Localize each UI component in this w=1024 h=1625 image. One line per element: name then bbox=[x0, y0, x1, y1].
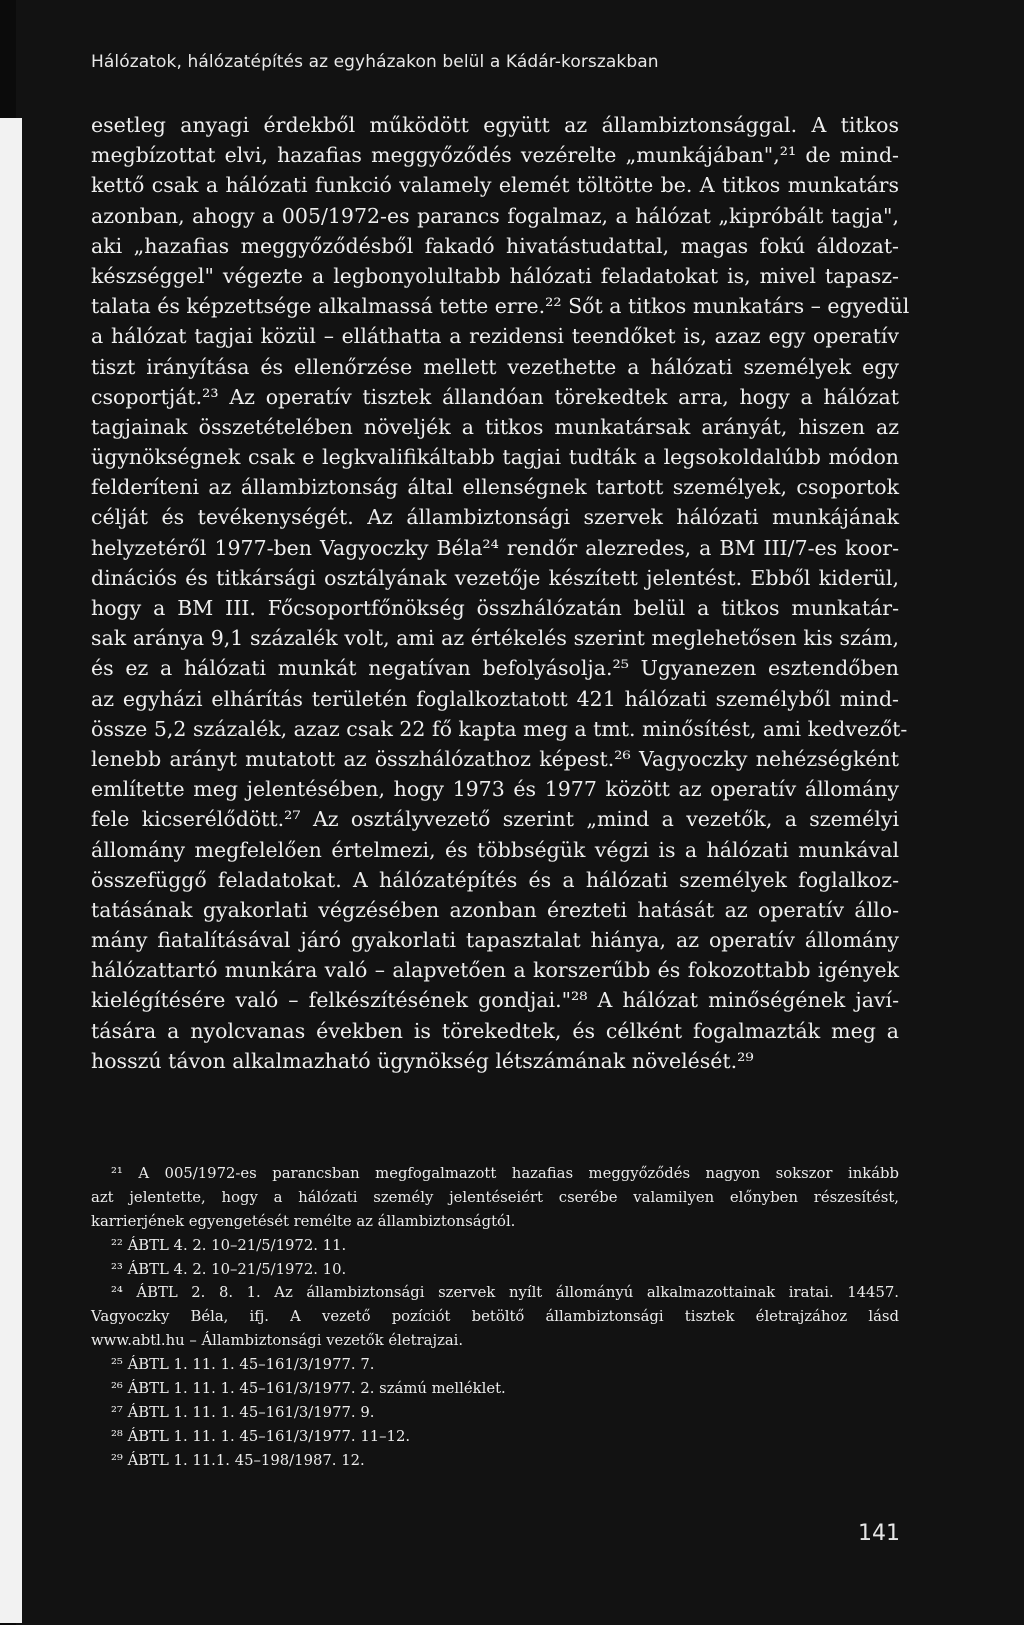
body-line: megbízottat elvi, hazafias meggyőződés vezérelte „munkájában",²¹ de mind- bbox=[91, 143, 899, 168]
body-line: említette meg jelentésében, hogy 1973 és 1977 között az operatív állomány bbox=[91, 777, 899, 802]
body-line: esetleg anyagi érdekből működött együtt az állambiztonsággal. A titkos bbox=[91, 113, 899, 137]
body-line: lenebb arányt mutatott az összhálózathoz képest.²⁶ Vagyoczky nehézségként bbox=[91, 746, 899, 771]
body-text bbox=[91, 110, 910, 1076]
body-line: csoportját.²³ Az operatív tisztek állandóan törekedtek arra, hogy a hálózat bbox=[91, 384, 899, 409]
body-line: azonban, ahogy a 005/1972-es parancs fogalmaz, a hálózat „kipróbált tagja", bbox=[91, 203, 899, 228]
footnote-line: ²² ÁBTL 4. 2. 10–21/5/1972. 11. bbox=[111, 1236, 347, 1254]
body-line: dinációs és titkársági osztályának vezetője készített jelentést. Ebből kiderül, bbox=[91, 565, 899, 590]
footnote-line: ²¹ A 005/1972-es parancsban megfogalmazott hazafias meggyőződés nagyon sokszor inkább bbox=[111, 1165, 899, 1182]
body-line: aki „hazafias meggyőződésből fakadó hivatástudattal, magas fokú áldozat- bbox=[91, 233, 899, 258]
footnote-line: karrierjének egyengetését remélte az állambiztonságtól. bbox=[91, 1212, 516, 1230]
body-line: felderíteni az állambiztonság által ellenségnek tartott személyek, csoportok bbox=[91, 475, 899, 500]
body-line: mány fiatalításával járó gyakorlati tapasztalat hiánya, az operatív állomány bbox=[91, 928, 899, 953]
body-line: sak aránya 9,1 százalék volt, ami az értékelés szerint meglehetősen kis szám, bbox=[91, 626, 899, 651]
body-line: helyzetéről 1977-ben Vagyoczky Béla²⁴ rendőr alezredes, a BM III/7-es koor- bbox=[91, 535, 899, 560]
footnote-line: ²⁴ ÁBTL 2. 8. 1. Az állambiztonsági szervek nyílt állományú alkalmazottainak iratai. 14457. bbox=[111, 1284, 899, 1302]
footnote-line: ²⁸ ÁBTL 1. 11. 1. 45–161/3/1977. 11–12. bbox=[111, 1427, 411, 1445]
body-line: tiszt irányítása és ellenőrzése mellett vezethette a hálózati személyek egy bbox=[91, 354, 899, 379]
body-line: állomány megfelelően értelmezi, és többségük végzi is a hálózati munkával bbox=[91, 837, 899, 862]
body-line: célját és tevékenységét. Az állambiztonsági szervek hálózati munkájának bbox=[91, 505, 899, 530]
body-line: ügynökségnek csak e legkvalifikáltabb tagjai tudták a legsokoldalúbb módon bbox=[91, 445, 899, 470]
footnote-line: ²⁷ ÁBTL 1. 11. 1. 45–161/3/1977. 9. bbox=[111, 1403, 375, 1421]
footnote-line: Vagyoczky Béla, ifj. A vezető pozíciót betöltő állambiztonsági tisztek életrajzához lásd bbox=[91, 1308, 899, 1326]
body-line: hálózattartó munkára való – alapvetően a korszerűbb és fokozottabb igények bbox=[91, 958, 899, 983]
footnote-line: ²⁵ ÁBTL 1. 11. 1. 45–161/3/1977. 7. bbox=[111, 1356, 375, 1374]
body-line: tatásának gyakorlati végzésében azonban érezteti hatását az operatív állo- bbox=[91, 897, 899, 922]
body-line: összefüggő feladatokat. A hálózatépítés és a hálózati személyek foglalkoz- bbox=[91, 867, 899, 892]
body-line: a hálózat tagjai közül – elláthatta a rezidensi teendőket is, azaz egy operatív bbox=[91, 324, 899, 349]
footnote-line: azt jelentette, hogy a hálózati személy jelentéseiért cserébe valamilyen előnyben részesítést, bbox=[91, 1188, 899, 1206]
running-head: Hálózatok, hálózatépítés az egyházakon belül a Kádár-korszakban bbox=[91, 52, 659, 72]
footnote-line: ²⁶ ÁBTL 1. 11. 1. 45–161/3/1977. 2. számú melléklet. bbox=[111, 1380, 506, 1398]
body-line: készséggel" végezte a legbonyolultabb hálózati feladatokat is, mivel tapasz- bbox=[91, 263, 899, 288]
body-line: fele kicserélődött.²⁷ Az osztályvezető szerint „mind a vezetők, a személyi bbox=[91, 807, 899, 832]
body-line: hosszú távon alkalmazható ügynökség létszámának növelését.²⁹ bbox=[91, 1048, 754, 1073]
footnote-line: ²³ ÁBTL 4. 2. 10–21/5/1972. 10. bbox=[111, 1260, 347, 1278]
body-line: kettő csak a hálózati funkció valamely elemét töltötte be. A titkos munkatárs bbox=[91, 173, 899, 198]
body-line: és ez a hálózati munkát negatívan befolyásolja.²⁵ Ugyanezen esztendőben bbox=[91, 656, 899, 681]
page-number: 141 bbox=[858, 1521, 900, 1546]
footnote-line: ²⁹ ÁBTL 1. 11.1. 45–198/1987. 12. bbox=[111, 1451, 365, 1469]
body-line: tagjainak összetételében növeljék a titkos munkatársak arányát, hiszen az bbox=[91, 414, 899, 439]
body-line: az egyházi elhárítás területén foglalkoztatott 421 hálózati személyből mind- bbox=[91, 686, 899, 711]
body-line: hogy a BM III. Főcsoportfőnökség összhálózatán belül a titkos munkatár- bbox=[91, 596, 899, 620]
scan-edge-bar bbox=[0, 118, 22, 1623]
footnote-line: www.abtl.hu – Állambiztonsági vezetők életrajzai. bbox=[91, 1332, 464, 1350]
body-line: tására a nyolcvanas években is törekedtek, és célként fogalmazták meg a bbox=[91, 1018, 899, 1043]
body-line: talata és képzettsége alkalmassá tette erre.²² Sőt a titkos munkatárs – egyedül bbox=[91, 294, 910, 319]
body-line: össze 5,2 százalék, azaz csak 22 fő kapta meg a tmt. minősítést, ami kedvezőt- bbox=[91, 716, 908, 741]
footnotes bbox=[91, 1162, 899, 1473]
body-line: kielégítésére való – felkészítésének gondjai."²⁸ A hálózat minőségének javí- bbox=[91, 988, 899, 1013]
